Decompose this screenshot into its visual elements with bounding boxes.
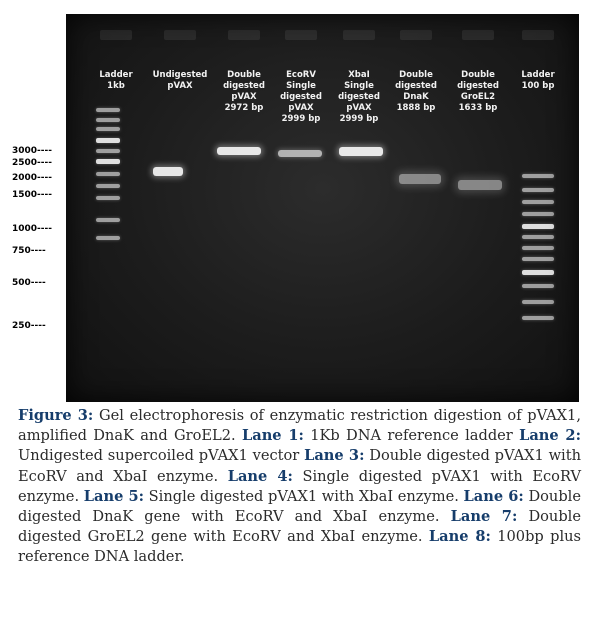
caption-lane6-text: Double digested DnaK gene with EcoRV and XbaI enzyme. [18,487,581,526]
dna-band [399,174,441,184]
caption-lane2-text: Undigested supercoiled pVAX1 vector [18,447,305,465]
ladder-band [522,212,554,216]
ladder-band [522,284,554,288]
well [228,30,260,40]
well [462,30,494,40]
dna-band [339,147,383,156]
dna-band [458,180,502,190]
ladder-band [96,149,120,153]
caption-lane5-label: Lane 5: [83,487,145,505]
well [100,30,132,40]
gel-image [66,14,579,402]
lane-label-2: Undigested pVAX [152,70,208,91]
well [164,30,196,40]
ladder-band [96,118,120,122]
caption-figure-text: Gel electrophoresis of enzymatic restriction digestion of pVAX1, amplified DnaK and GroEL2. [18,407,581,445]
caption-lane3-label: Lane 3: [304,447,365,465]
well [522,30,554,40]
ladder-band [522,300,554,304]
ladder-band [522,316,554,320]
caption-lane8-label: Lane 8: [428,528,491,546]
dna-band [278,150,322,157]
lane-label-1: Ladder 1kb [99,70,133,91]
size-marker-1000: 1000---- [12,224,52,234]
caption-lane4-text: Single digested pVAX1 with EcoRV enzyme. [18,467,581,505]
ladder-band [522,174,554,178]
ladder-band [522,188,554,192]
ladder-band [96,196,120,200]
ladder-band [96,159,120,164]
ladder-band [96,218,120,222]
figure-caption [18,406,581,568]
ladder-band [522,235,554,239]
size-marker-750: 750---- [12,246,46,256]
well [343,30,375,40]
size-marker-3000: 3000---- [12,146,52,156]
caption-lane2-label: Lane 2: [519,427,581,445]
ladder-band [522,257,554,261]
caption-lane3-text: Double digested pVAX1 with EcoRV and XbaI enzyme. [18,447,581,485]
size-marker-2000: 2000---- [12,173,52,183]
lane-label-4: EcoRV Single digested pVAX 2999 bp [280,70,322,124]
caption-lane5-text: Single digested pVAX1 with XbaI enzyme. [144,487,464,505]
size-marker-500: 500---- [12,278,46,288]
caption-lane1-text: 1Kb DNA reference ladder [303,427,520,445]
ladder-band [522,224,554,229]
ladder-band [96,172,120,176]
caption-lane4-label: Lane 4: [227,467,293,485]
lane-label-7: Double digested GroEL2 1633 bp [457,70,499,113]
caption-lane6-label: Lane 6: [463,487,524,505]
ladder-band [522,246,554,250]
well [285,30,317,40]
lane-label-8: Ladder 100 bp [521,70,555,91]
well [400,30,432,40]
caption-lane8-text: 100bp plus reference DNA ladder. [18,528,582,566]
ladder-band [522,200,554,204]
dna-band [217,147,261,155]
ladder-band [96,108,120,112]
caption-lane7-label: Lane 7: [450,508,518,526]
size-marker-250: 250---- [12,321,46,331]
ladder-band [96,184,120,188]
ladder-band [96,138,120,143]
lane-label-3: Double digested pVAX 2972 bp [223,70,265,113]
ladder-band [96,236,120,240]
ladder-band [96,127,120,131]
caption-figure-label: Figure 3: [18,407,94,424]
ladder-band [522,270,554,275]
size-marker-1500: 1500---- [12,190,52,200]
lane-label-6: Double digested DnaK 1888 bp [395,70,437,113]
dna-band [153,167,183,176]
lane-label-5: XbaI Single digested pVAX 2999 bp [338,70,380,124]
size-marker-2500: 2500---- [12,158,52,168]
caption-lane7-text: Double digested GroEL2 gene with EcoRV and XbaI enzyme. [18,508,581,546]
caption-lane1-label: Lane 1: [241,427,304,445]
